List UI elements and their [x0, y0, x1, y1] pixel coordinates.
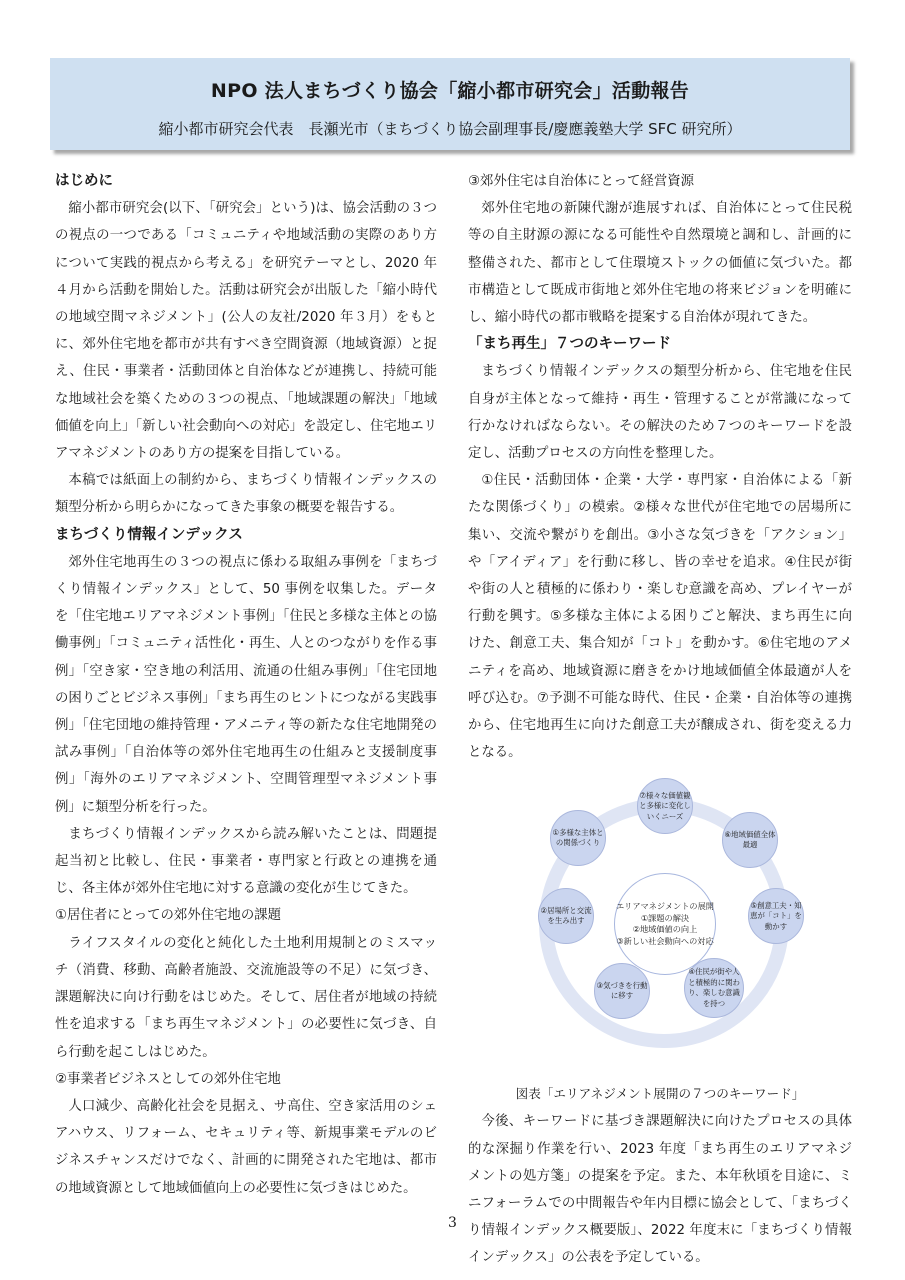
diagram-node-7: ⑦様々な価値観と多様に変化しいくニーズ	[637, 778, 693, 834]
diagram-node-6: ⑥地域価値全体最適	[722, 812, 778, 868]
paragraph: 郊外住宅地再生の３つの視点に係わる取組み事例を「まちづくり情報インデックス」として、50 事例を収集した。データを「住宅地エリアマネジメント事例」「住民と多様な主体との協働事例」「コミュニティ活性化・再生、人とのつながりを作る事例」「空き家・空き地の利活用、流通の仕組み事例」「住宅団地の困りごとビジネス事例」「まち再生のヒントにつながる実践事例」「住宅団地の維持管理・アメニティ等の新たな住宅地開発の試み事例」「自治体等の郊外住宅地再生の仕組みと支援制度事例」「海外のエリアマネジメント、空間管理型マネジメント事例」に類型分析を行った。	[55, 554, 437, 815]
paragraph: 人口減少、高齢化社会を見据え、サ高住、空き家活用のシェアハウス、リフォーム、セキュリティ等、新規事業モデルのビジネスチャンスだけでなく、計画的に開発された宅地は、都市の地域資源として地域価値向上の必要性に気づきはじめた。	[55, 1098, 437, 1196]
keyword-cycle-diagram	[468, 778, 852, 1078]
paragraph: まちづくり情報インデックスから読み解いたことは、問題提起当初と比較し、住民・事業者・専門家と行政との連携を通じ、各主体が郊外住宅地に対する意識の変化が生じてきた。	[55, 826, 437, 897]
section-heading-index: まちづくり情報インデックス	[55, 526, 243, 543]
paragraph: ①住民・活動団体・企業・大学・専門家・自治体による「新たな関係づくり」の模索。②様々な世代が住宅地での居場所に集い、交流や繋がりを創出。③小さな気づきを「アクション」や「アイディア」を行動に移し、皆の幸せを追求。④住民が街や街の人と積極的に係わり・楽しむ意識を高め、プレイヤーが行動を興す。⑤多様な主体による困りごと解決、まち再生に向けた、創意工夫、集合知が「コト」を動かす。⑥住宅地のアメニティを高め、地域資源に磨きをかけ地域価値全体最適が人を呼び込む。⑦予測不可能な時代、住民・企業・自治体等の連携から、住宅地再生に向けた創意工夫が醸成され、街を変える力となる。	[468, 473, 852, 761]
left-column	[55, 168, 437, 1202]
section-heading-keywords: 「まち再生」７つのキーワード	[468, 336, 671, 353]
figure-caption: 図表「エリアネジメント展開の７つのキーワード」	[515, 1086, 805, 1102]
article-author: 縮小都市研究会代表 長瀬光市（まちづくり協会副理事長/慶應義塾大学 SFC 研究所）	[158, 120, 742, 138]
title-banner	[50, 58, 850, 150]
paragraph: 郊外住宅地の新陳代謝が進展すれば、自治体にとって住民税等の自主財源の源になる可能性や自然環境と調和し、計画的に整備された、都市として住環境ストックの価値に気づいた。都市構造として既成市街地と郊外住宅地の将来ビジョンを明確にし、縮小時代の都市戦略を提案する自治体が現れてきた。	[468, 201, 852, 326]
diagram-node-1: ①多様な主体との関係づくり	[550, 810, 606, 866]
paragraph: 本稿では紙面上の制約から、まちづくり情報インデックスの類型分析から明らかになってきた事象の概要を報告する。	[55, 473, 437, 516]
subheading: ②事業者ビジネスとしての郊外住宅地	[55, 1071, 281, 1087]
diagram-node-3: ③気づきを行動に移す	[594, 963, 650, 1019]
article-title: NPO 法人まちづくり協会「縮小都市研究会」活動報告	[210, 80, 690, 102]
paragraph: 今後、キーワードに基づき課題解決に向けたプロセスの具体的な深掘り作業を行い、2023 年度「まち再生のエリアマネジメントの処方箋」の提案を予定。また、本年秋頃を目途に、ミニフォーラムでの中間報告や年内目標に協会として、「まちづくり情報インデックス概要版」、2022 年度末に「まちづくり情報インデックス」の公表を予定している。	[468, 1114, 852, 1266]
paragraph: まちづくり情報インデックスの類型分析から、住宅地を住民自身が主体となって維持・再生・管理することが常識になって行かなければならない。その解決のため７つのキーワードを設定し、活動プロセスの方向性を整理した。	[468, 364, 852, 462]
section-heading-intro: はじめに	[55, 173, 113, 189]
right-column	[468, 168, 852, 1272]
paragraph: 縮小都市研究会(以下、「研究会」という)は、協会活動の３つの視点の一つである「コミュニティや地域活動の実際のあり方について実践的視点から考える」を研究テーマとし、2020 年４月から活動を開始した。活動は研究会が出版した「縮小時代の地域空間マネジメント」(公人の友社/2020 年３月）をもとに、郊外住宅地を都市が共有すべき空間資源（地域資源）と捉え、住民・事業者・活動団体と自治体などが連携し、持続可能な地域社会を築くための３つの視点、「地域課題の解決」「地域価値を向上」「新しい社会動向への対応」を設定し、住宅地エリアマネジメントのあり方の提案を目指している。	[55, 201, 437, 462]
subheading: ③郊外住宅は自治体にとって経営資源	[468, 174, 694, 189]
diagram-center-node: エリアマネジメントの展開 ①課題の解決 ②地域価値の向上 ③新しい社会動向への対応	[614, 873, 716, 975]
diagram-node-4: ④住民が街や人と積極的に関わり、楽しむ意識を持つ	[684, 958, 744, 1018]
diagram-node-2: ②居場所と交流を生み出す	[538, 888, 594, 944]
subheading: ①居住者にとっての郊外住宅地の課題	[55, 908, 281, 924]
paragraph: ライフスタイルの変化と純化した土地利用規制とのミスマッチ（消費、移動、高齢者施設、交流施設等の不足）に気づき、課題解決に向け行動をはじめた。そして、居住者が地域の持続性を追求する「まち再生マネジメント」の必要性に気づき、自ら行動を起こしはじめた。	[55, 935, 437, 1060]
diagram-node-5: ⑤創意工夫・知恵が「コト」を動かす	[748, 888, 804, 944]
page-number: 3	[448, 1215, 457, 1231]
